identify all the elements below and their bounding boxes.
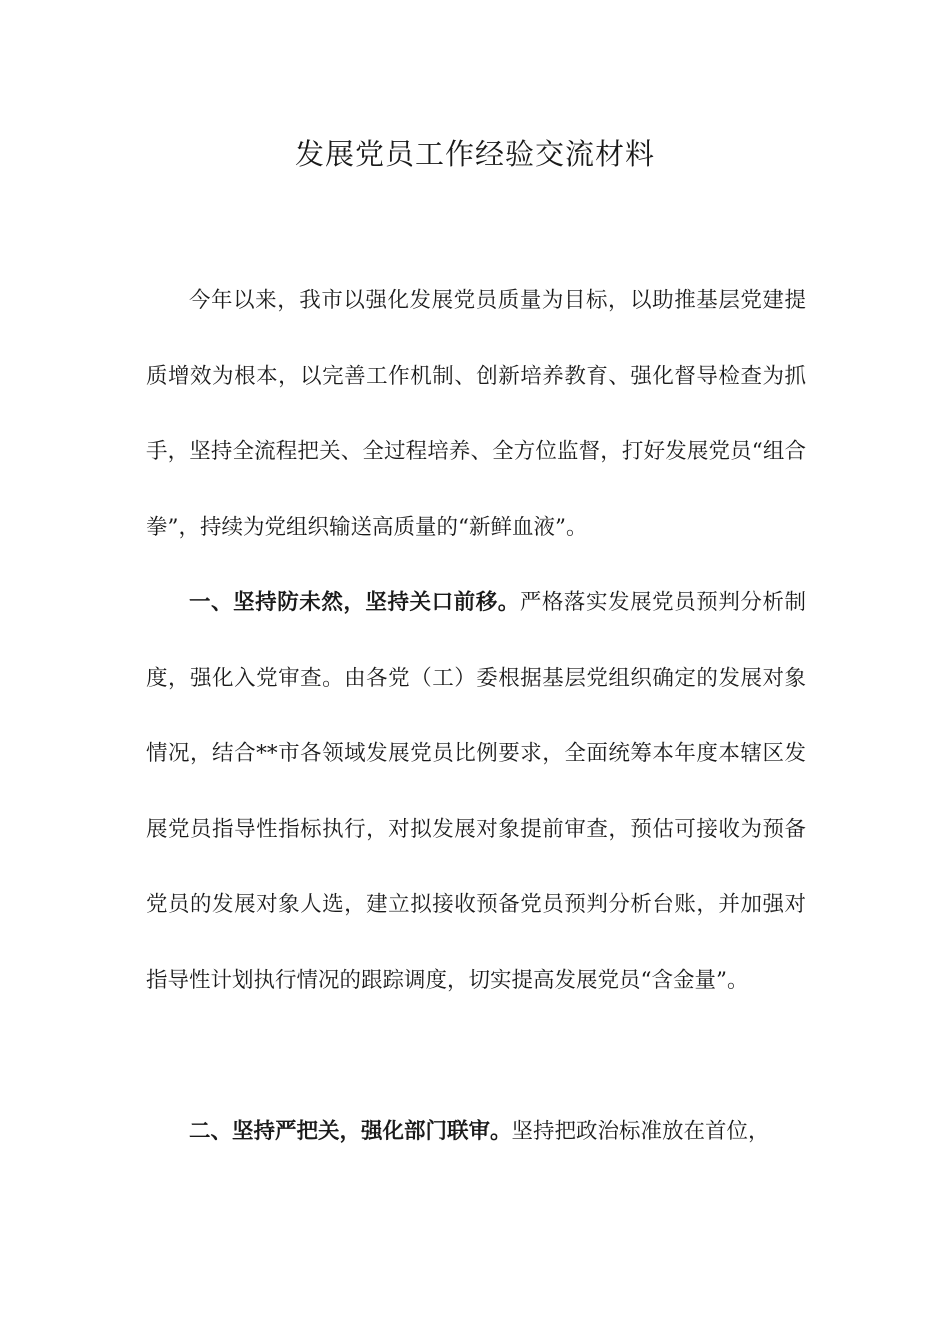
paragraph-section-2 xyxy=(146,1094,806,1170)
section-2-text: 坚持把政治标准放在首位， xyxy=(511,1119,770,1144)
paragraph-section-1 xyxy=(146,565,806,1018)
paragraph-intro-text: 今年以来，我市以强化发展党员质量为目标，以助推基层党建提质增效为根本，以完善工作机制、创新培养教育、强化督导检查为抓手，坚持全流程把关、全过程培养、全方位监督，打好发展党员“组合拳”，持续为党组织输送高质量的“新鲜血液”。 xyxy=(146,288,806,540)
document-title: 发展党员工作经验交流材料 xyxy=(294,137,655,171)
section-2-heading: 二、坚持严把关，强化部门联审。 xyxy=(189,1119,512,1144)
section-1-heading: 一、坚持防未然，坚持关口前移。 xyxy=(189,590,520,615)
section-1-text: 严格落实发展党员预判分析制度，强化入党审查。由各党（工）委根据基层党组织确定的发展对象情况，结合**市各领域发展党员比例要求，全面统筹本年度本辖区发展党员指导性指标执行，对拟发展对象提前审查，预估可接收为预备党员的发展对象人选，建立拟接收预备党员预判分析台账，并加强对指导性计划执行情况的跟踪调度，切实提高发展党员“含金量”。 xyxy=(146,590,806,993)
paragraph-intro xyxy=(146,263,806,565)
